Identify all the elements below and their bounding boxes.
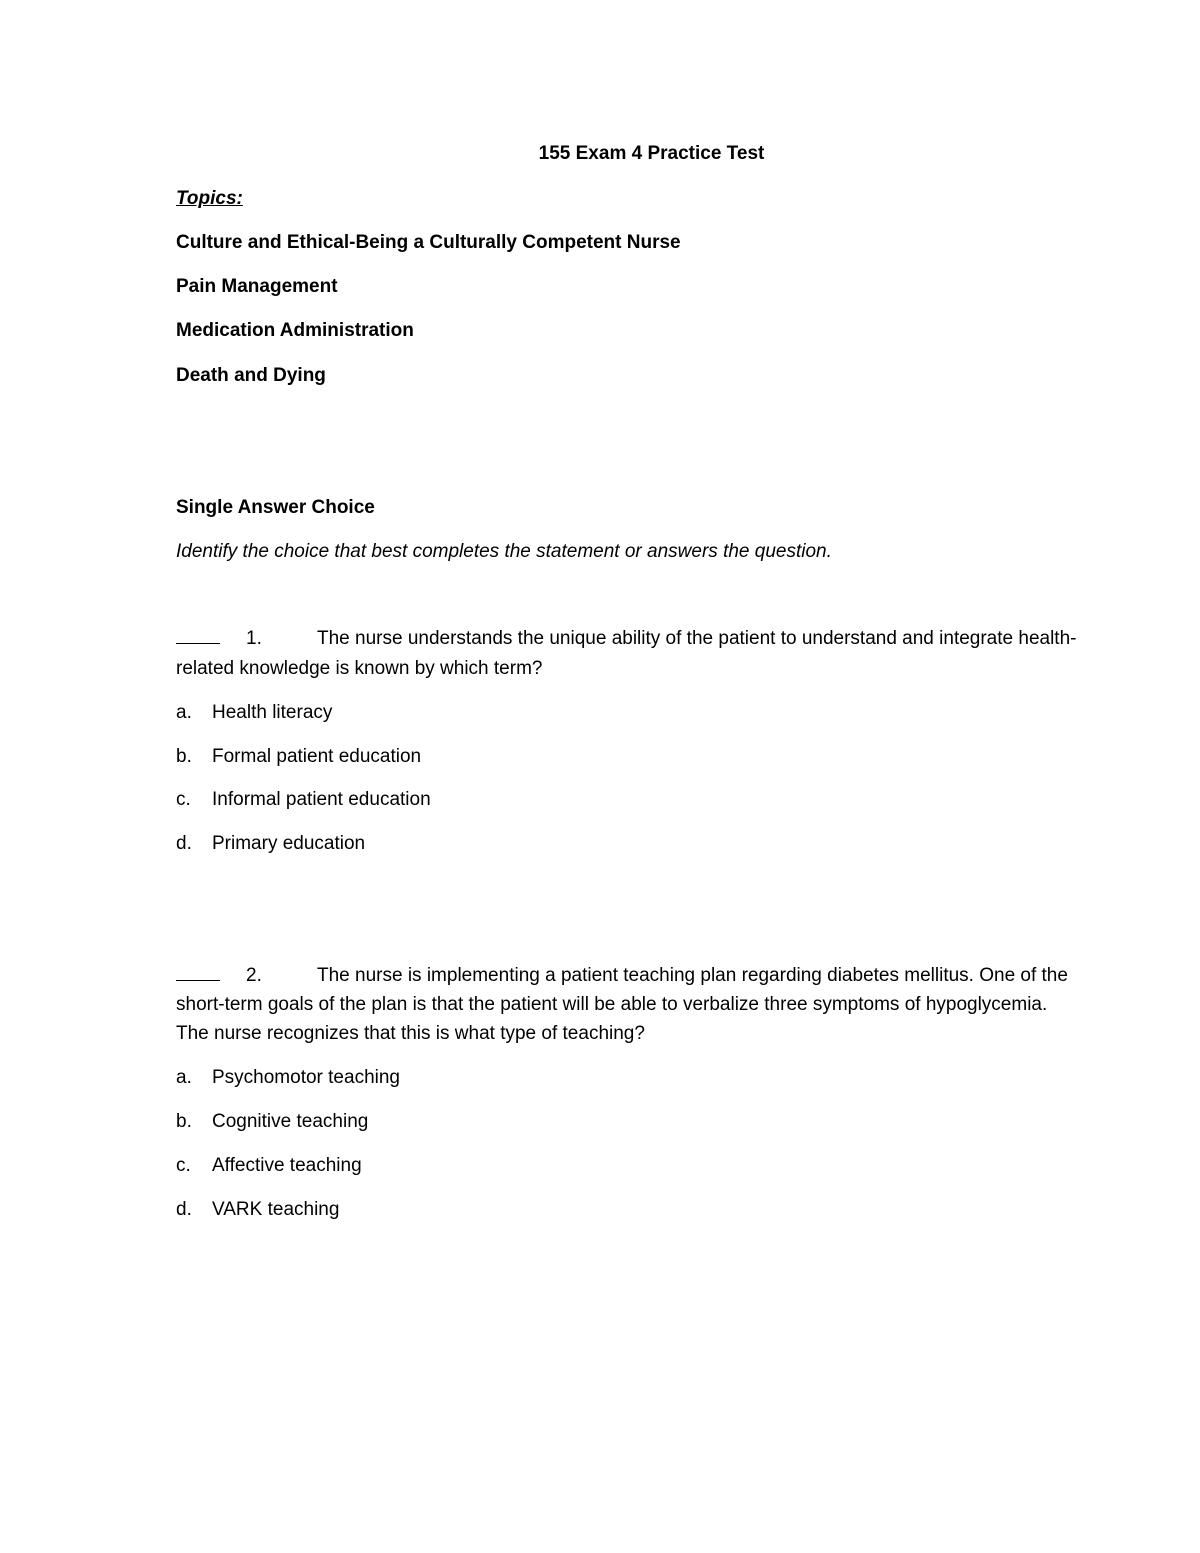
question-text-line: related knowledge is known by which term? — [176, 658, 543, 679]
option-letter: a. — [176, 702, 192, 723]
answer-blank — [176, 966, 220, 981]
question-number: 2. — [246, 965, 262, 986]
section-instructions: Identify the choice that best completes the statement or answers the question. — [176, 541, 832, 562]
question-1 — [176, 628, 1076, 650]
topic-item: Medication Administration — [176, 320, 414, 341]
option-letter: b. — [176, 1111, 192, 1132]
option-letter: d. — [176, 1199, 192, 1220]
question-text-line: short-term goals of the plan is that the patient will be able to verbalize three symptoms of hypoglycemia. — [176, 994, 1048, 1015]
topics-label: Topics: — [176, 188, 243, 209]
question-text-line: The nurse is implementing a patient teaching plan regarding diabetes mellitus. One of the — [317, 965, 1068, 986]
option-text: VARK teaching — [212, 1199, 340, 1220]
topic-item: Pain Management — [176, 276, 338, 297]
answer-option — [176, 1199, 339, 1221]
option-text: Health literacy — [212, 702, 333, 723]
option-text: Affective teaching — [212, 1155, 362, 1176]
answer-option — [176, 789, 431, 811]
option-text: Informal patient education — [212, 789, 431, 810]
option-text: Formal patient education — [212, 746, 422, 767]
option-text: Primary education — [212, 833, 366, 854]
option-letter: c. — [176, 789, 191, 810]
document-title: 155 Exam 4 Practice Test — [538, 143, 765, 164]
answer-option — [176, 1111, 368, 1133]
question-text-line: The nurse recognizes that this is what type of teaching? — [176, 1023, 645, 1044]
answer-option — [176, 1155, 362, 1177]
option-letter: d. — [176, 833, 192, 854]
answer-option — [176, 1067, 400, 1089]
question-text-line: The nurse understands the unique ability of the patient to understand and integrate health- — [317, 628, 1077, 649]
answer-option — [176, 833, 365, 855]
answer-blank — [176, 629, 220, 644]
section-heading: Single Answer Choice — [176, 497, 375, 518]
option-letter: b. — [176, 746, 192, 767]
option-letter: c. — [176, 1155, 191, 1176]
option-text: Psychomotor teaching — [212, 1067, 400, 1088]
answer-option — [176, 746, 421, 768]
option-letter: a. — [176, 1067, 192, 1088]
topic-item: Culture and Ethical-Being a Culturally Competent Nurse — [176, 232, 681, 253]
question-number: 1. — [246, 628, 262, 649]
topic-item: Death and Dying — [176, 365, 326, 386]
question-2 — [176, 965, 1068, 987]
answer-option — [176, 702, 332, 724]
option-text: Cognitive teaching — [212, 1111, 369, 1132]
